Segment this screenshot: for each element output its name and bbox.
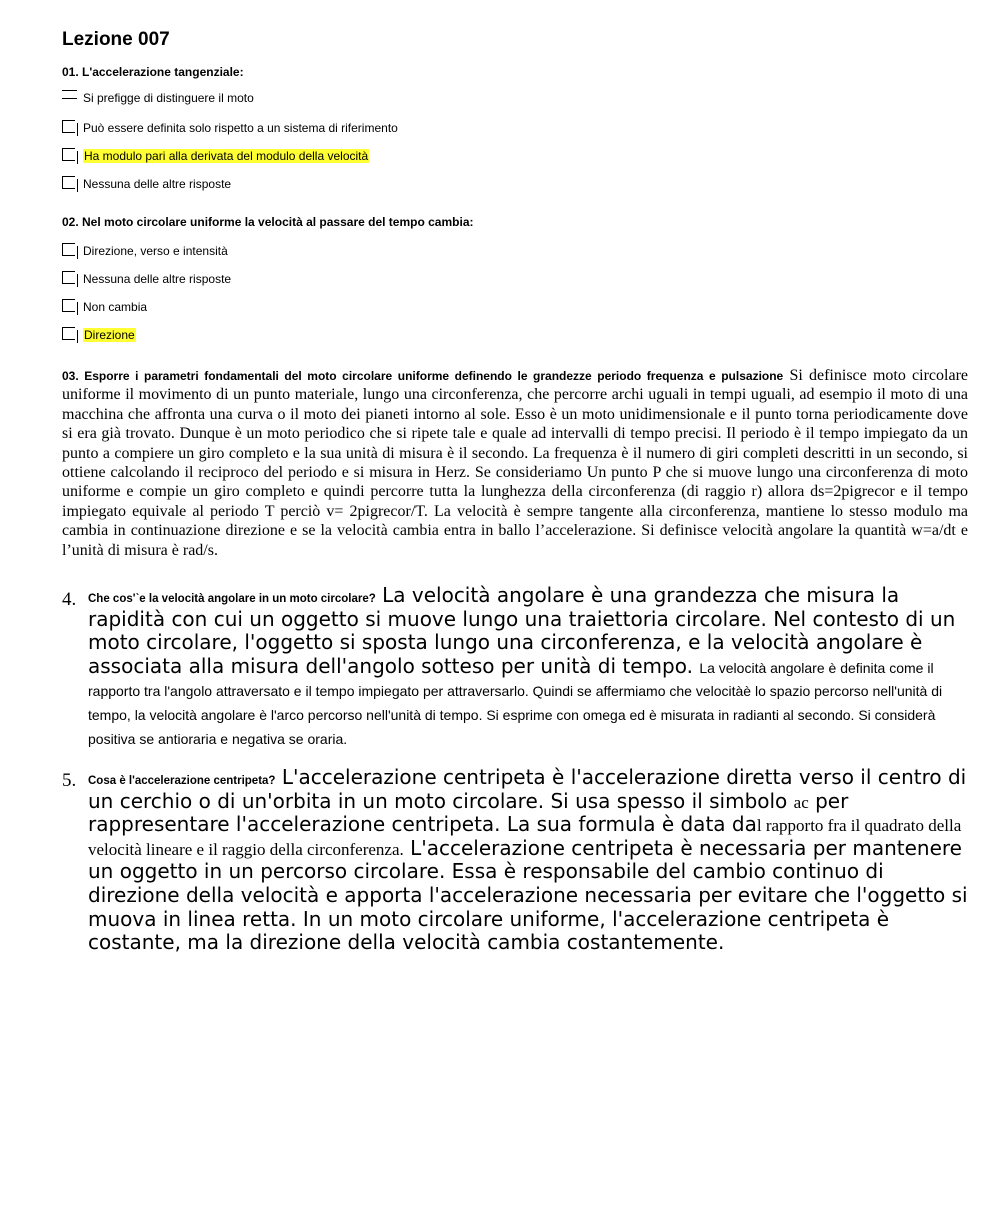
question-4-number: 4. bbox=[62, 589, 77, 610]
page-title: Lezione 007 bbox=[62, 29, 170, 50]
question-4 bbox=[88, 584, 968, 749]
question-5-answer-part2: per rappresentare l'accelerazione centripeta. La sua formula è data da bbox=[88, 788, 849, 837]
question-4-answer-large: La velocità angolare è una grandezza che misura la rapidità con cui un oggetto si muove lungo una traiettoria circolare. Nel contesto di un moto circolare, l'oggetto si sposta lungo una circonferenza, e la velocità angolare è associata alla misura dell'angolo sotteso per unità di tempo. bbox=[88, 583, 956, 678]
checkbox-icon[interactable] bbox=[62, 120, 75, 133]
checkbox-icon[interactable] bbox=[62, 327, 75, 340]
question-5-answer-part3: L'accelerazione centripeta è necessaria per mantenere un oggetto in un percorso circolare. Essa è responsabile del cambio continuo di direzione della velocità e apporta l'accelerazione necessaria per evitare che l'oggetto si muova in linea retta. In un moto circolare uniforme, l'accelerazione centripeta è costante, ma la direzione della velocità cambia costantemente. bbox=[88, 835, 968, 955]
checkbox-icon[interactable] bbox=[62, 90, 77, 99]
question-5-symbol: ac bbox=[793, 792, 809, 812]
question-3-answer: Si definisce moto circolare uniforme il movimento di un punto materiale, lungo una circonferenza, che percorre archi uguali in tempi uguali, ad esempio il moto di una macchina che affronta una curva o il moto dei pianeti intorno al sole. Esso è un moto unidimensionale e il punto torna periodicamente dove si era già trovato. Dunque è un moto periodico che si ripete tale e quale ad intervalli di tempo precisi. Il periodo è il tempo impiegato da un punto a compiere un giro completo e la sua unità di misura è il secondo. La frequenza è il numero di giri completi descritti in un secondo, si ottiene calcolando il reciproco del periodo e si misura in Herz. Se consideriamo Un punto P che si muove lungo una circonferenza di moto uniforme e compie un giro completo e quindi percorre tutta la lunghezza della circonferenza (di raggio r) allora ds=2pigrecor e il tempo impiegato equivale al periodo T perciò v= 2pigrecor/T. La velocità è sempre tangente alla circonferenza, mantiene lo stesso modulo ma cambia in continuazione direzione e se la velocità cambia entra in ballo l’accelerazione. Si definisce velocità angolare la quantità w=a/dt e l’unità di misura è rad/s. bbox=[62, 367, 969, 559]
question-2-heading: 02. Nel moto circolare uniforme la velocità al passare del tempo cambia: bbox=[62, 215, 474, 229]
question-5-answer-part1: L'accelerazione centripeta è l'accelerazione diretta verso il centro di un cerchio o di un'orbita in un moto circolare. Si usa spesso il simbolo bbox=[88, 765, 967, 813]
option-label: Può essere definita solo rispetto a un sistema di riferimento bbox=[83, 121, 398, 135]
highlighted-answer: Direzione bbox=[84, 328, 135, 342]
question-4-heading: Che cos'ˋe la velocità angolare in un moto circolare? bbox=[88, 593, 376, 605]
option-label: Non cambia bbox=[83, 300, 148, 314]
question-5-heading: Cosa è l'accelerazione centripeta? bbox=[88, 775, 276, 787]
checkbox-icon[interactable] bbox=[62, 271, 75, 284]
option-label: Nessuna delle altre risposte bbox=[83, 177, 232, 191]
checkbox-icon[interactable] bbox=[62, 299, 75, 312]
question-3-heading: 03. Esporre i parametri fondamentali del moto circolare uniforme definendo le grandezze periodo frequenza e pulsazione bbox=[62, 369, 784, 383]
question-5-answer-serif: l rapporto fra il quadrato della velocità lineare e il raggio della circonferenza. bbox=[88, 816, 962, 859]
option-label: Nessuna delle altre risposte bbox=[83, 272, 232, 286]
question-5-number: 5. bbox=[62, 770, 77, 791]
checkbox-icon[interactable] bbox=[62, 176, 75, 189]
checkbox-icon[interactable] bbox=[62, 243, 75, 256]
checkbox-icon[interactable] bbox=[62, 148, 75, 161]
question-5 bbox=[88, 766, 968, 955]
highlighted-answer: Ha modulo pari alla derivata del modulo della velocità bbox=[84, 149, 369, 163]
question-4-answer-small: La velocità angolare è definita come il rapporto tra l'angolo attraversato e il tempo impiegato per attraversarlo. Quindi se affermiamo che velocitàè lo spazio percorso nell'unità di tempo, la velocità angolare è l'arco percorso nell'unità di tempo. Si esprime con omega ed è misurata in radianti al secondo. Si considerà positiva se antioraria e negativa se oraria. bbox=[88, 659, 943, 747]
option-label: Si prefigge di distinguere il moto bbox=[83, 91, 254, 105]
question-1-heading: 01. L'accelerazione tangenziale: bbox=[62, 65, 244, 79]
option-label: Direzione, verso e intensità bbox=[83, 244, 228, 258]
question-3 bbox=[62, 366, 968, 560]
